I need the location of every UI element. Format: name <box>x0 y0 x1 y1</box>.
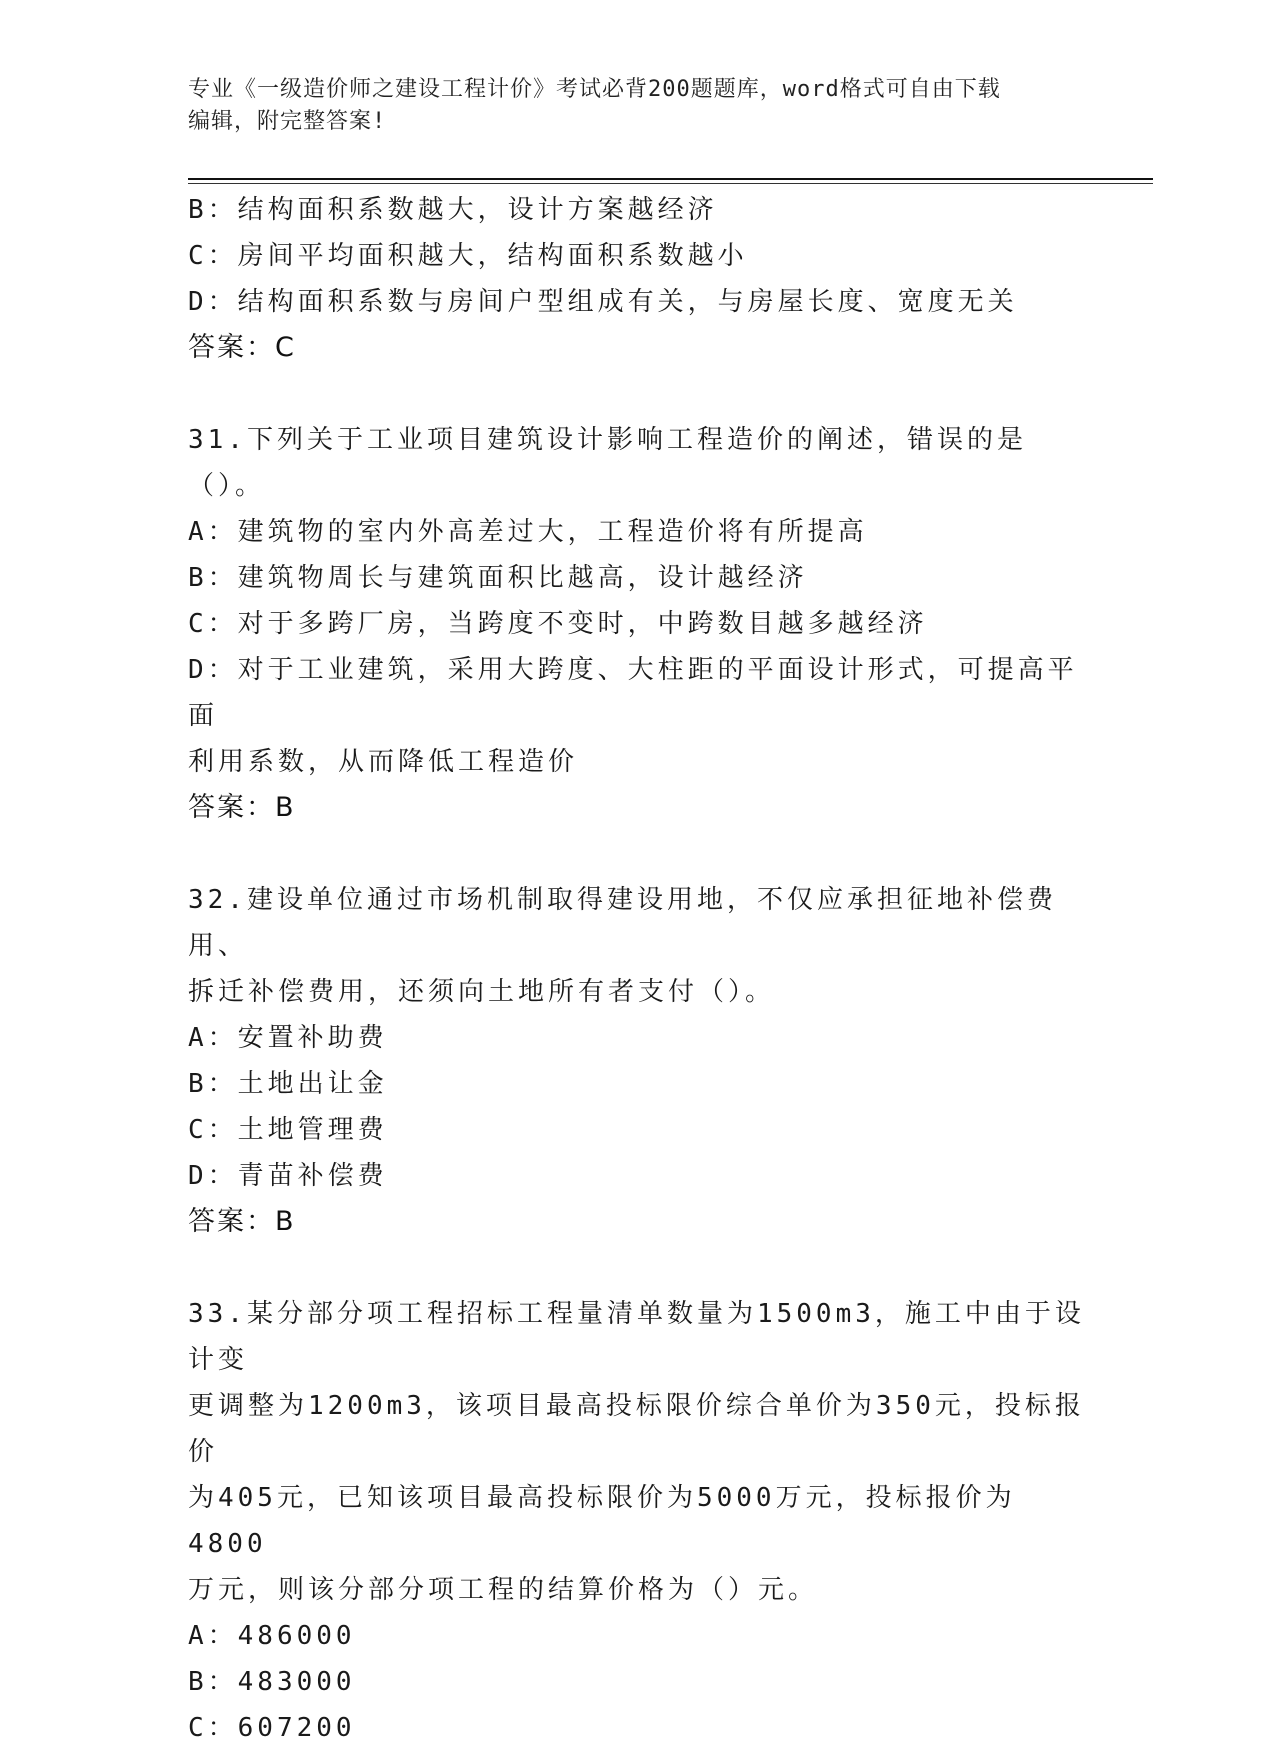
q32-answer: 答案：B <box>188 1206 296 1237</box>
q30-option-c: C：房间平均面积越大，结构面积系数越小 <box>188 241 748 271</box>
q32-stem-line2: 拆迁补偿费用，还须向土地所有者支付（）。 <box>188 977 776 1007</box>
q31-option-d-line2: 利用系数，从而降低工程造价 <box>188 747 579 777</box>
q33-stem-line4: 万元，则该分部分项工程的结算价格为（）元。 <box>188 1575 819 1605</box>
q33-stem-line1: 33.某分部分项工程招标工程量清单数量为1500m3，施工中由于设计变 <box>188 1299 1085 1375</box>
header-divider-thin <box>188 183 1153 184</box>
q31-answer: 答案：B <box>188 792 296 823</box>
q32-option-b: B：土地出让金 <box>188 1069 388 1099</box>
q31-option-b: B：建筑物周长与建筑面积比越高，设计越经济 <box>188 563 808 593</box>
q33-stem-line2: 更调整为1200m3，该项目最高投标限价综合单价为350元，投标报价 <box>188 1391 1085 1467</box>
q31-stem: 31.下列关于工业项目建筑设计影响工程造价的阐述，错误的是（）。 <box>188 425 1027 501</box>
question-32 <box>188 877 1088 1245</box>
spacer <box>188 831 1088 877</box>
question-33 <box>188 1291 1088 1751</box>
q32-option-d: D：青苗补偿费 <box>188 1161 388 1191</box>
question-30-continued <box>188 187 1088 371</box>
q33-option-b: B：483000 <box>188 1667 356 1697</box>
q31-option-d-line1: D：对于工业建筑，采用大跨度、大柱距的平面设计形式，可提高平面 <box>188 655 1078 731</box>
q32-option-a: A：安置补助费 <box>188 1023 388 1053</box>
q32-option-c: C：土地管理费 <box>188 1115 388 1145</box>
q30-answer: 答案：C <box>188 332 296 363</box>
q32-stem-line1: 32.建设单位通过市场机制取得建设用地，不仅应承担征地补偿费用、 <box>188 885 1057 961</box>
question-31 <box>188 417 1088 831</box>
header-divider-thick <box>188 178 1153 180</box>
q33-stem-line3: 为405元，已知该项目最高投标限价为5000万元，投标报价为4800 <box>188 1483 1016 1559</box>
q30-option-d: D：结构面积系数与房间户型组成有关，与房屋长度、宽度无关 <box>188 287 1018 317</box>
question-content <box>188 187 1088 1751</box>
header-title-line2: 编辑，附完整答案! <box>188 109 387 134</box>
spacer <box>188 371 1088 417</box>
q31-option-c: C：对于多跨厂房，当跨度不变时，中跨数目越多越经济 <box>188 609 928 639</box>
header-title-line1: 专业《一级造价师之建设工程计价》考试必背200题题库，word格式可自由下载 <box>188 77 1001 102</box>
spacer <box>188 1245 1088 1291</box>
q33-option-a: A：486000 <box>188 1621 356 1651</box>
document-header <box>188 74 1088 138</box>
q33-option-c: C：607200 <box>188 1713 356 1743</box>
q31-option-a: A：建筑物的室内外高差过大，工程造价将有所提高 <box>188 517 868 547</box>
q30-option-b: B：结构面积系数越大，设计方案越经济 <box>188 195 718 225</box>
